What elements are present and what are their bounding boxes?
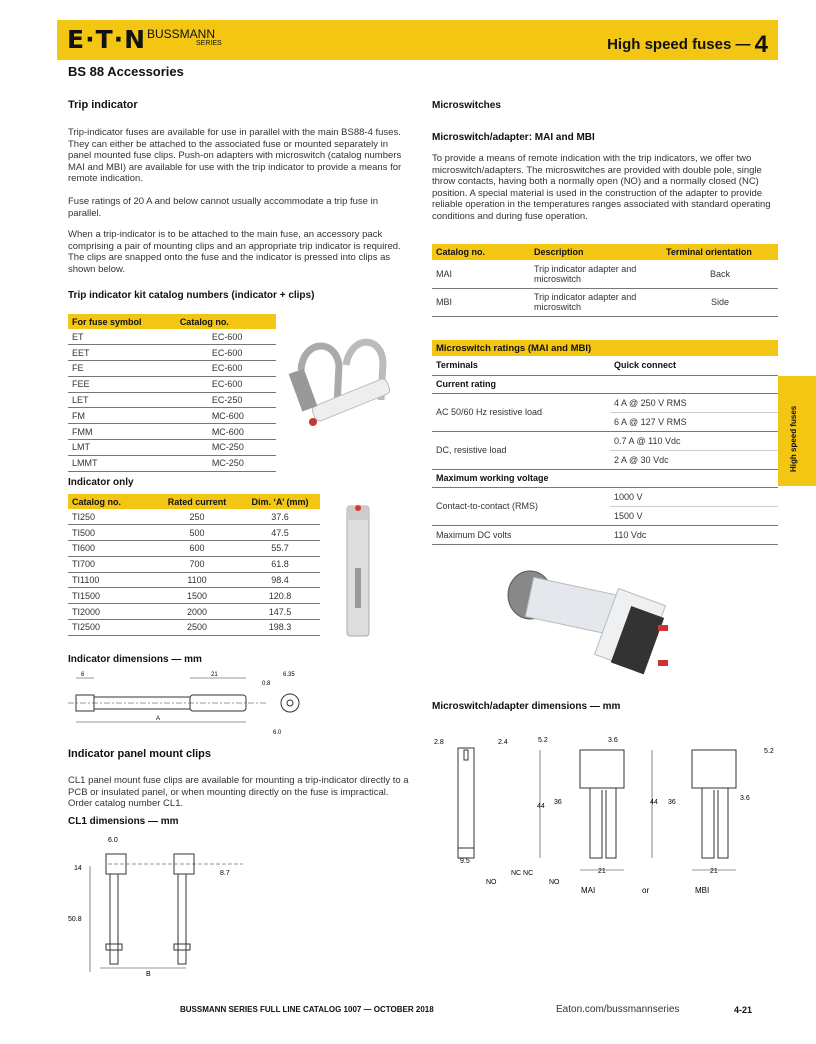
side-tab	[778, 376, 816, 486]
kit-header-symbol: For fuse symbol	[68, 314, 176, 329]
ms-cell: Back	[662, 260, 778, 288]
indicator-table-cell: TI1500	[68, 588, 154, 604]
contact-value-1: 1000 V	[610, 487, 778, 506]
ms-label-44-mbi: 44	[650, 799, 658, 806]
page-title: BS 88 Accessories	[68, 64, 184, 79]
kit-table-row	[68, 345, 276, 361]
eaton-logo: E·T·N	[67, 25, 147, 54]
indicator-dims-heading: Indicator dimensions — mm	[68, 654, 202, 665]
indicator-table-row	[68, 509, 320, 525]
ms-cell: MAI	[432, 260, 530, 288]
indicator-table-row	[68, 572, 320, 588]
dc-volts-value: 110 Vdc	[610, 525, 778, 544]
ratings-table	[432, 340, 778, 545]
cl1-label-6-0: 6.0	[108, 837, 118, 844]
trip-indicator-heading: Trip indicator	[68, 99, 138, 111]
indicator-table-row	[68, 541, 320, 557]
ms-header-description: Description	[530, 244, 662, 260]
ms-label-5-2-mbi: 5.2	[764, 748, 774, 755]
side-tab-label: High speed fuses	[789, 405, 798, 472]
indicator-table-cell: TI250	[68, 509, 154, 525]
microswitch-dimension-drawing	[432, 730, 782, 905]
dim-label-6-0: 6.0	[273, 730, 282, 736]
indicator-table-row	[68, 556, 320, 572]
kit-table-row	[68, 392, 276, 408]
kit-table-row	[68, 329, 276, 345]
indicator-table-cell: 500	[154, 525, 240, 541]
kit-table-heading: Trip indicator kit catalog numbers (indicator + clips)	[68, 290, 315, 301]
ms-label-21-mbi: 21	[710, 868, 718, 875]
kit-table-cell: FE	[68, 361, 176, 377]
dim-label-a: A	[156, 716, 161, 722]
ind-header-dim: Dim. ‘A’ (mm)	[240, 494, 320, 509]
indicator-table-row	[68, 588, 320, 604]
kit-table-cell: EC-600	[176, 329, 276, 345]
indicator-table-cell: TI1100	[68, 572, 154, 588]
ac-value-2: 6 A @ 127 V RMS	[610, 412, 778, 431]
kit-table-row	[68, 361, 276, 377]
kit-table-cell: FMM	[68, 424, 176, 440]
kit-header-catalog: Catalog no.	[176, 314, 276, 329]
indicator-table-cell: 147.5	[240, 604, 320, 620]
ms-label-5-2-mai: 5.2	[538, 737, 548, 744]
kit-table-cell: EC-600	[176, 376, 276, 392]
kit-table-row	[68, 455, 276, 471]
terminals-value: Quick connect	[610, 356, 778, 375]
cl1-label-14: 14	[74, 865, 82, 872]
contact-value-2: 1500 V	[610, 506, 778, 525]
indicator-table-cell: 700	[154, 556, 240, 572]
dim-label-21: 21	[211, 672, 218, 678]
ms-label-nc: NC NC	[511, 870, 534, 877]
ms-header-catalog: Catalog no.	[432, 244, 530, 260]
indicator-table-cell: 600	[154, 541, 240, 557]
indicator-only-heading: Indicator only	[68, 477, 134, 488]
microswitch-image	[500, 565, 680, 695]
indicator-table-row	[68, 525, 320, 541]
dim-label-0-8: 0.8	[262, 681, 271, 687]
kit-table-cell: MC-250	[176, 440, 276, 456]
panel-paragraph: CL1 panel mount fuse clips are available for mounting a trip-indicator directly to a PCB or insulated panel, or when mounting directly on the fuse is impractical. Order catalog number CL1.	[68, 775, 409, 809]
kit-table-cell: ET	[68, 329, 176, 345]
kit-table-row	[68, 424, 276, 440]
trip-paragraph-1: Trip-indicator fuses are available for use in parallel with the main BS88-4 fuses. They can either be attached to the associated fuse or mounted separately in panel mounted fuse clips. Push-on adapters with microswitch (catalog numbers MAI and MBI) are available for use with the trip indicator to provide a means for remote indication.	[68, 127, 402, 184]
dc-value-1: 0.7 A @ 110 Vdc	[610, 431, 778, 450]
indicator-table-cell: TI2000	[68, 604, 154, 620]
kit-table-cell: LET	[68, 392, 176, 408]
ms-row	[432, 288, 778, 316]
panel-clips-heading: Indicator panel mount clips	[68, 748, 212, 760]
contact-label: Contact-to-contact (RMS)	[432, 487, 610, 525]
ms-label-36-mai: 36	[554, 799, 562, 806]
terminals-label: Terminals	[432, 356, 610, 375]
trip-paragraph-2: Fuse ratings of 20 A and below cannot usually accommodate a trip fuse in parallel.	[68, 196, 378, 219]
bussmann-logo-text: BUSSMANN	[147, 27, 216, 41]
kit-table-cell: LMT	[68, 440, 176, 456]
cl1-label-50-8: 50.8	[68, 916, 82, 923]
max-voltage-label: Maximum working voltage	[432, 469, 778, 487]
indicator-only-table	[68, 494, 320, 636]
indicator-table-cell: TI700	[68, 556, 154, 572]
ac-label: AC 50/60 Hz resistive load	[432, 393, 610, 431]
indicator-dimension-drawing	[68, 668, 313, 738]
ms-cell: Trip indicator adapter and microswitch	[530, 288, 662, 316]
microswitch-table	[432, 244, 778, 317]
dc-label: DC, resistive load	[432, 431, 610, 469]
indicator-table-cell: 37.6	[240, 509, 320, 525]
indicator-table-cell: TI2500	[68, 620, 154, 636]
kit-table-cell: EC-600	[176, 345, 276, 361]
indicator-table-cell: 2000	[154, 604, 240, 620]
ind-header-current: Rated current	[154, 494, 240, 509]
ms-label-2-8: 2.8	[434, 739, 444, 746]
indicator-table-cell: 250	[154, 509, 240, 525]
section-title-text: High speed fuses —	[607, 36, 751, 53]
dim-label-6-35: 6.35	[283, 672, 295, 678]
ms-cell: Trip indicator adapter and microswitch	[530, 260, 662, 288]
ms-cell: MBI	[432, 288, 530, 316]
indicator-table-cell: 1500	[154, 588, 240, 604]
indicator-table-cell: 198.3	[240, 620, 320, 636]
section-title	[607, 31, 768, 59]
ms-label-3-6-mbi: 3.6	[740, 795, 750, 802]
footer-catalog: BUSSMANN SERIES FULL LINE CATALOG 1007 — OCTOBER 2018	[180, 1005, 434, 1014]
ratings-title: Microswitch ratings (MAI and MBI)	[432, 340, 778, 356]
ms-dims-heading: Microswitch/adapter dimensions — mm	[432, 701, 621, 712]
ms-label-36-mbi: 36	[668, 799, 676, 806]
bussmann-series-text: SERIES	[196, 40, 222, 47]
indicator-table-cell: 120.8	[240, 588, 320, 604]
indicator-table-cell: 61.8	[240, 556, 320, 572]
kit-table-row	[68, 376, 276, 392]
indicator-table-row	[68, 604, 320, 620]
trip-paragraph-3: When a trip-indicator is to be attached to the main fuse, an accessory pack comprising a pair of mounting clips and an appropriate trip indicator is required. The clips are snapped onto the fuse and the indicator is pressed into clips as shown below.	[68, 229, 401, 275]
ms-label-or: or	[642, 886, 650, 895]
ms-label-2-4: 2.4	[498, 739, 508, 746]
ms-row	[432, 260, 778, 288]
ms-label-mai: MAI	[581, 886, 596, 895]
ms-label-21-mai: 21	[598, 868, 606, 875]
kit-table-cell: FM	[68, 408, 176, 424]
current-rating-label: Current rating	[432, 375, 778, 393]
ms-header-terminal: Terminal orientation	[662, 244, 778, 260]
page-number: 4-21	[734, 1005, 753, 1015]
dc-volts-label: Maximum DC volts	[432, 525, 610, 544]
kit-table-row	[68, 408, 276, 424]
ms-label-mbi: MBI	[695, 886, 710, 895]
kit-table-cell: EET	[68, 345, 176, 361]
dc-value-2: 2 A @ 30 Vdc	[610, 450, 778, 469]
kit-table	[68, 314, 276, 472]
kit-table-cell: LMMT	[68, 455, 176, 471]
ms-label-no-left: NO	[486, 879, 497, 886]
cl1-dims-heading: CL1 dimensions — mm	[68, 816, 179, 827]
ind-header-catalog: Catalog no.	[68, 494, 154, 509]
ms-label-no-right: NO	[549, 879, 560, 886]
section-number: 4	[754, 31, 768, 58]
indicator-table-cell: 1100	[154, 572, 240, 588]
microswitch-paragraph: To provide a means of remote indication with the trip indicators, we offer two microswitch/adapters. The microswitches are provided with double pole, single throw contacts, having both a normally open (NO) and a normally closed (NC) position. A special material is used in the construction of the adapter to provide reliable operation in the temperatures ranges associated with standard operating conditions and during fuse operation.	[432, 153, 771, 222]
cl1-label-b: B	[146, 971, 151, 978]
mounting-clips-image	[283, 330, 395, 440]
ms-label-9-5: 9.5	[460, 858, 470, 865]
indicator-table-cell: 2500	[154, 620, 240, 636]
indicator-table-cell: TI500	[68, 525, 154, 541]
trip-indicator-image	[343, 498, 373, 638]
kit-table-cell: MC-250	[176, 455, 276, 471]
cl1-label-8-7: 8.7	[220, 870, 230, 877]
microswitches-heading: Microswitches	[432, 100, 501, 111]
indicator-table-cell: 47.5	[240, 525, 320, 541]
indicator-table-cell: TI600	[68, 541, 154, 557]
kit-table-cell: FEE	[68, 376, 176, 392]
cl1-dimension-drawing	[68, 832, 248, 980]
ms-label-44-mai: 44	[537, 803, 545, 810]
dim-label-6: 6	[81, 672, 85, 678]
indicator-table-cell: 55.7	[240, 541, 320, 557]
ms-label-3-6-mai: 3.6	[608, 737, 618, 744]
kit-table-cell: EC-600	[176, 361, 276, 377]
microswitch-subheading: Microswitch/adapter: MAI and MBI	[432, 132, 595, 143]
kit-table-row	[68, 440, 276, 456]
kit-table-cell: MC-600	[176, 408, 276, 424]
indicator-table-row	[68, 620, 320, 636]
kit-table-cell: EC-250	[176, 392, 276, 408]
footer-url[interactable]: Eaton.com/bussmannseries	[556, 1004, 680, 1015]
ms-cell: Side	[662, 288, 778, 316]
indicator-table-cell: 98.4	[240, 572, 320, 588]
kit-table-cell: MC-600	[176, 424, 276, 440]
ac-value-1: 4 A @ 250 V RMS	[610, 393, 778, 412]
